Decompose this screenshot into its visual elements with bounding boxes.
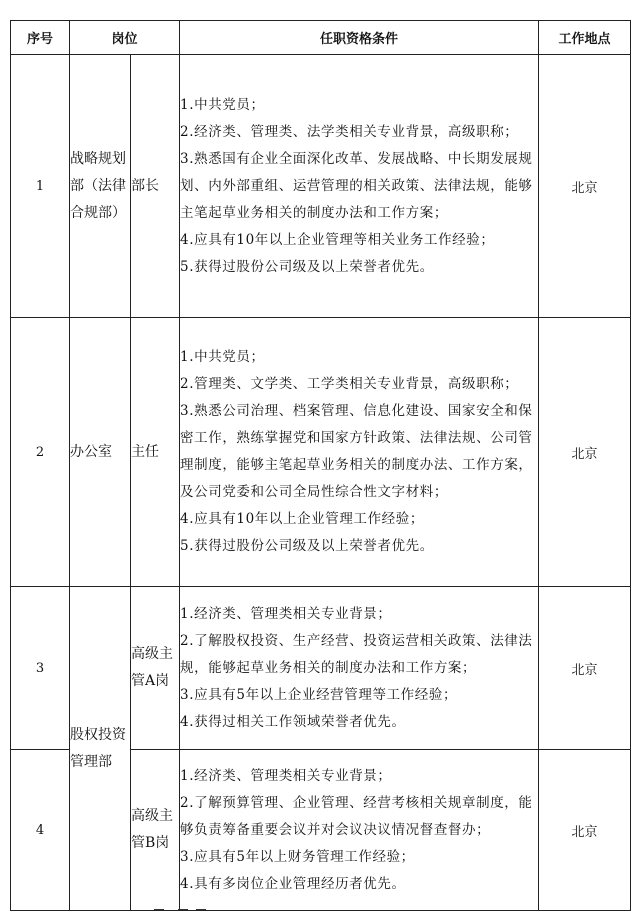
cropped-next-line-fragment — [150, 905, 230, 917]
requirement-item: 2.管理类、文学类、工学类相关专业背景，高级职称； — [180, 376, 519, 392]
requirement-item: 1.经济类、管理类相关专业背景； — [180, 605, 392, 622]
requirements-cell — [180, 587, 539, 750]
requirement-item: 2.经济类、管理类、法学类相关专业背景，高级职称； — [180, 123, 519, 140]
table-row — [11, 55, 631, 318]
row-number: 1 — [11, 55, 70, 318]
table-row — [11, 318, 631, 587]
requirement-item: 3.熟悉国有企业全面深化改革、发展战略、中长期发展规划、内外部重组、运营管理的相关政策、法律法规，能够主笔起草业务相关的制度办法和工作方案； — [180, 150, 533, 221]
requirement-item: 4.获得过相关工作领域荣誉者优先。 — [180, 713, 406, 730]
requirement-item: 5.获得过股份公司级及以上荣誉者优先。 — [180, 258, 434, 275]
position-title-cell: 主任 — [131, 318, 180, 587]
location-cell: 北京 — [539, 750, 631, 911]
header-requirements: 任职资格条件 — [180, 21, 539, 55]
table-header-row — [11, 21, 631, 55]
position-title-cell: 高级主管A岗 — [131, 587, 180, 750]
requirement-item: 2.了解股权投资、生产经营、投资运营相关政策、法律法规，能够起草业务相关的制度办法和工作方案； — [180, 632, 533, 676]
location-cell: 北京 — [539, 318, 631, 587]
requirement-item: 3.应具有5年以上企业经营管理等工作经验； — [180, 686, 458, 703]
table-row — [11, 587, 631, 750]
job-requirements-table — [10, 20, 631, 911]
requirement-item: 5.获得过股份公司级及以上荣誉者优先。 — [180, 538, 434, 554]
requirement-item: 4.应具有10年以上企业管理等相关业务工作经验； — [180, 231, 495, 248]
header-location: 工作地点 — [539, 21, 631, 55]
requirement-item: 3.熟悉公司治理、档案管理、信息化建设、国家安全和保密工作，熟练掌握党和国家方针政策、法律法规、公司管理制度，能够主笔起草业务相关的制度办法、工作方案，及公司党委和公司全局性综合性文字材料； — [180, 403, 533, 500]
department-cell: 办公室 — [70, 318, 131, 587]
header-position: 岗位 — [70, 21, 180, 55]
requirement-item: 4.应具有10年以上企业管理工作经验； — [180, 511, 424, 527]
location-cell: 北京 — [539, 587, 631, 750]
requirements-cell — [180, 55, 539, 318]
header-no: 序号 — [11, 21, 70, 55]
location-cell: 北京 — [539, 55, 631, 318]
requirements-cell — [180, 318, 539, 587]
requirement-item: 2.了解预算管理、企业管理、经营考核相关规章制度，能够负责筹备重要会议并对会议决议情况督查督办； — [180, 794, 533, 838]
row-number: 2 — [11, 318, 70, 587]
position-title-cell: 部长 — [131, 55, 180, 318]
department-cell: 战略规划部（法律合规部） — [70, 55, 131, 318]
position-title-cell: 高级主管B岗 — [131, 750, 180, 911]
department-cell: 股权投资管理部 — [70, 587, 131, 911]
requirement-item: 1.经济类、管理类相关专业背景； — [180, 767, 392, 784]
requirement-item: 4.具有多岗位企业管理经历者优先。 — [180, 875, 406, 892]
requirement-item: 3.应具有5年以上财务管理工作经验； — [180, 848, 415, 865]
requirement-item: 1.中共党员； — [180, 349, 265, 365]
requirements-cell — [180, 750, 539, 911]
row-number: 4 — [11, 750, 70, 911]
row-number: 3 — [11, 587, 70, 750]
requirement-item: 1.中共党员； — [180, 96, 265, 113]
